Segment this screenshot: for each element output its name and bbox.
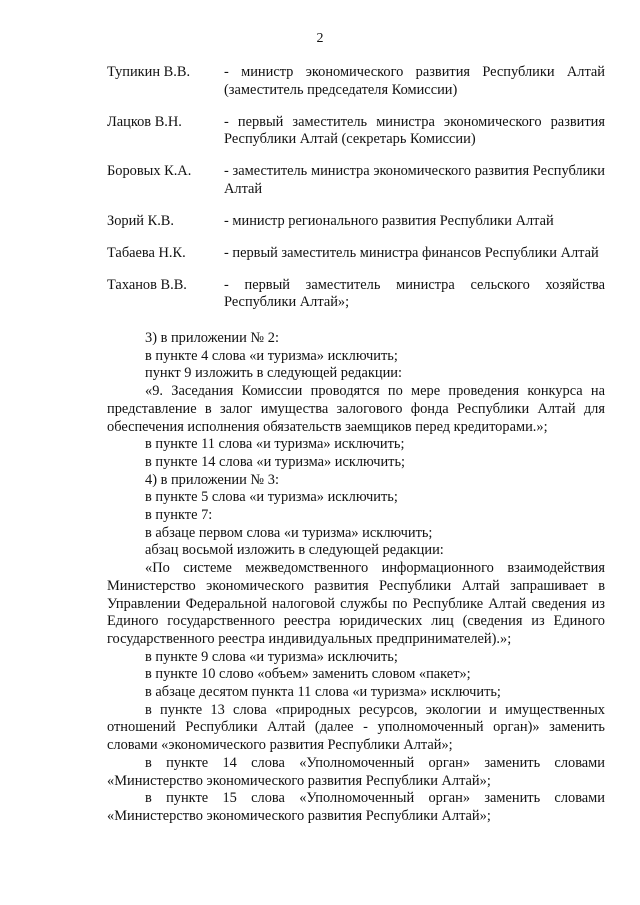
paragraph: в пункте 14 слова «и туризма» исключить; [145,453,406,470]
paragraph: в пункте 11 слова «и туризма» исключить; [145,436,405,453]
page-number: 2 [316,31,324,46]
member-name: Лацков В.Н. [107,113,182,130]
paragraph: в пункте 7: [145,507,213,524]
paragraph: в пункте 13 слова «природных ресурсов, экологии и имущественных отношений Республики Алтай (далее - уполномоченный орган)» заменить словами «экономического развития Республики Алтай»; [107,701,605,754]
paragraph: абзац восьмой изложить в следующей редакции: [145,542,444,559]
paragraph: «По системе межведомственного информационного взаимодействия Министерство экономического развития Республики Алтай запрашивает в Управлении Федеральной налоговой службы по Республике Алтай сведения из Единого государственного реестра юридических лиц (сведения из Единого государственного реестра индивидуальных предпринимателей).»; [107,560,605,647]
paragraph: в абзаце первом слова «и туризма» исключить; [145,524,433,541]
member-row [107,245,605,263]
member-role: - первый заместитель министра экономического развития Республики Алтай (секретарь Комиссии) [224,113,605,147]
paragraph: в пункте 9 слова «и туризма» исключить; [145,648,398,665]
member-role: - первый заместитель министра финансов Республики Алтай [224,244,599,261]
member-row [107,64,605,99]
paragraph: «9. Заседания Комиссии проводятся по мере проведения конкурса на представление в залог имущества залогового фонда Республики Алтай для обеспечения исполнения обязательств заемщиков перед кредиторами.»; [107,383,605,435]
paragraph: в абзаце десятом пункта 11 слова «и туризма» исключить; [145,684,501,701]
member-row [107,163,605,198]
paragraph: в пункте 4 слова «и туризма» исключить; [145,347,398,364]
member-role: - министр экономического развития Республики Алтай (заместитель председателя Комиссии) [224,64,605,98]
member-name: Боровых К.А. [107,163,192,179]
paragraph: в пункте 15 слова «Уполномоченный орган» заменить словами «Министерство экономического развития Республики Алтай»; [107,790,605,824]
paragraph: в пункте 10 слово «объем» заменить словом «пакет»; [145,666,471,683]
paragraph: 3) в приложении № 2: [145,330,279,346]
member-role: - министр регионального развития Республики Алтай [224,212,554,229]
member-role: - заместитель министра экономического развития Республики Алтай [224,163,605,197]
member-name: Тупикин В.В. [107,64,191,80]
paragraph: пункт 9 изложить в следующей редакции: [145,365,402,382]
member-row [107,114,605,149]
member-row [107,277,605,312]
member-role: - первый заместитель министра сельского хозяйства Республики Алтай»; [224,276,605,310]
member-name: Таханов В.В. [107,276,187,293]
paragraph: в пункте 5 слова «и туризма» исключить; [145,489,398,506]
commission-members-list [107,64,605,326]
document-body [107,330,605,826]
member-row [107,213,605,231]
paragraph: 4) в приложении № 3: [145,471,279,488]
paragraph: в пункте 14 слова «Уполномоченный орган» заменить словами «Министерство экономического развития Республики Алтай»; [107,754,605,789]
member-name: Табаева Н.К. [107,244,186,261]
member-name: Зорий К.В. [107,212,174,229]
